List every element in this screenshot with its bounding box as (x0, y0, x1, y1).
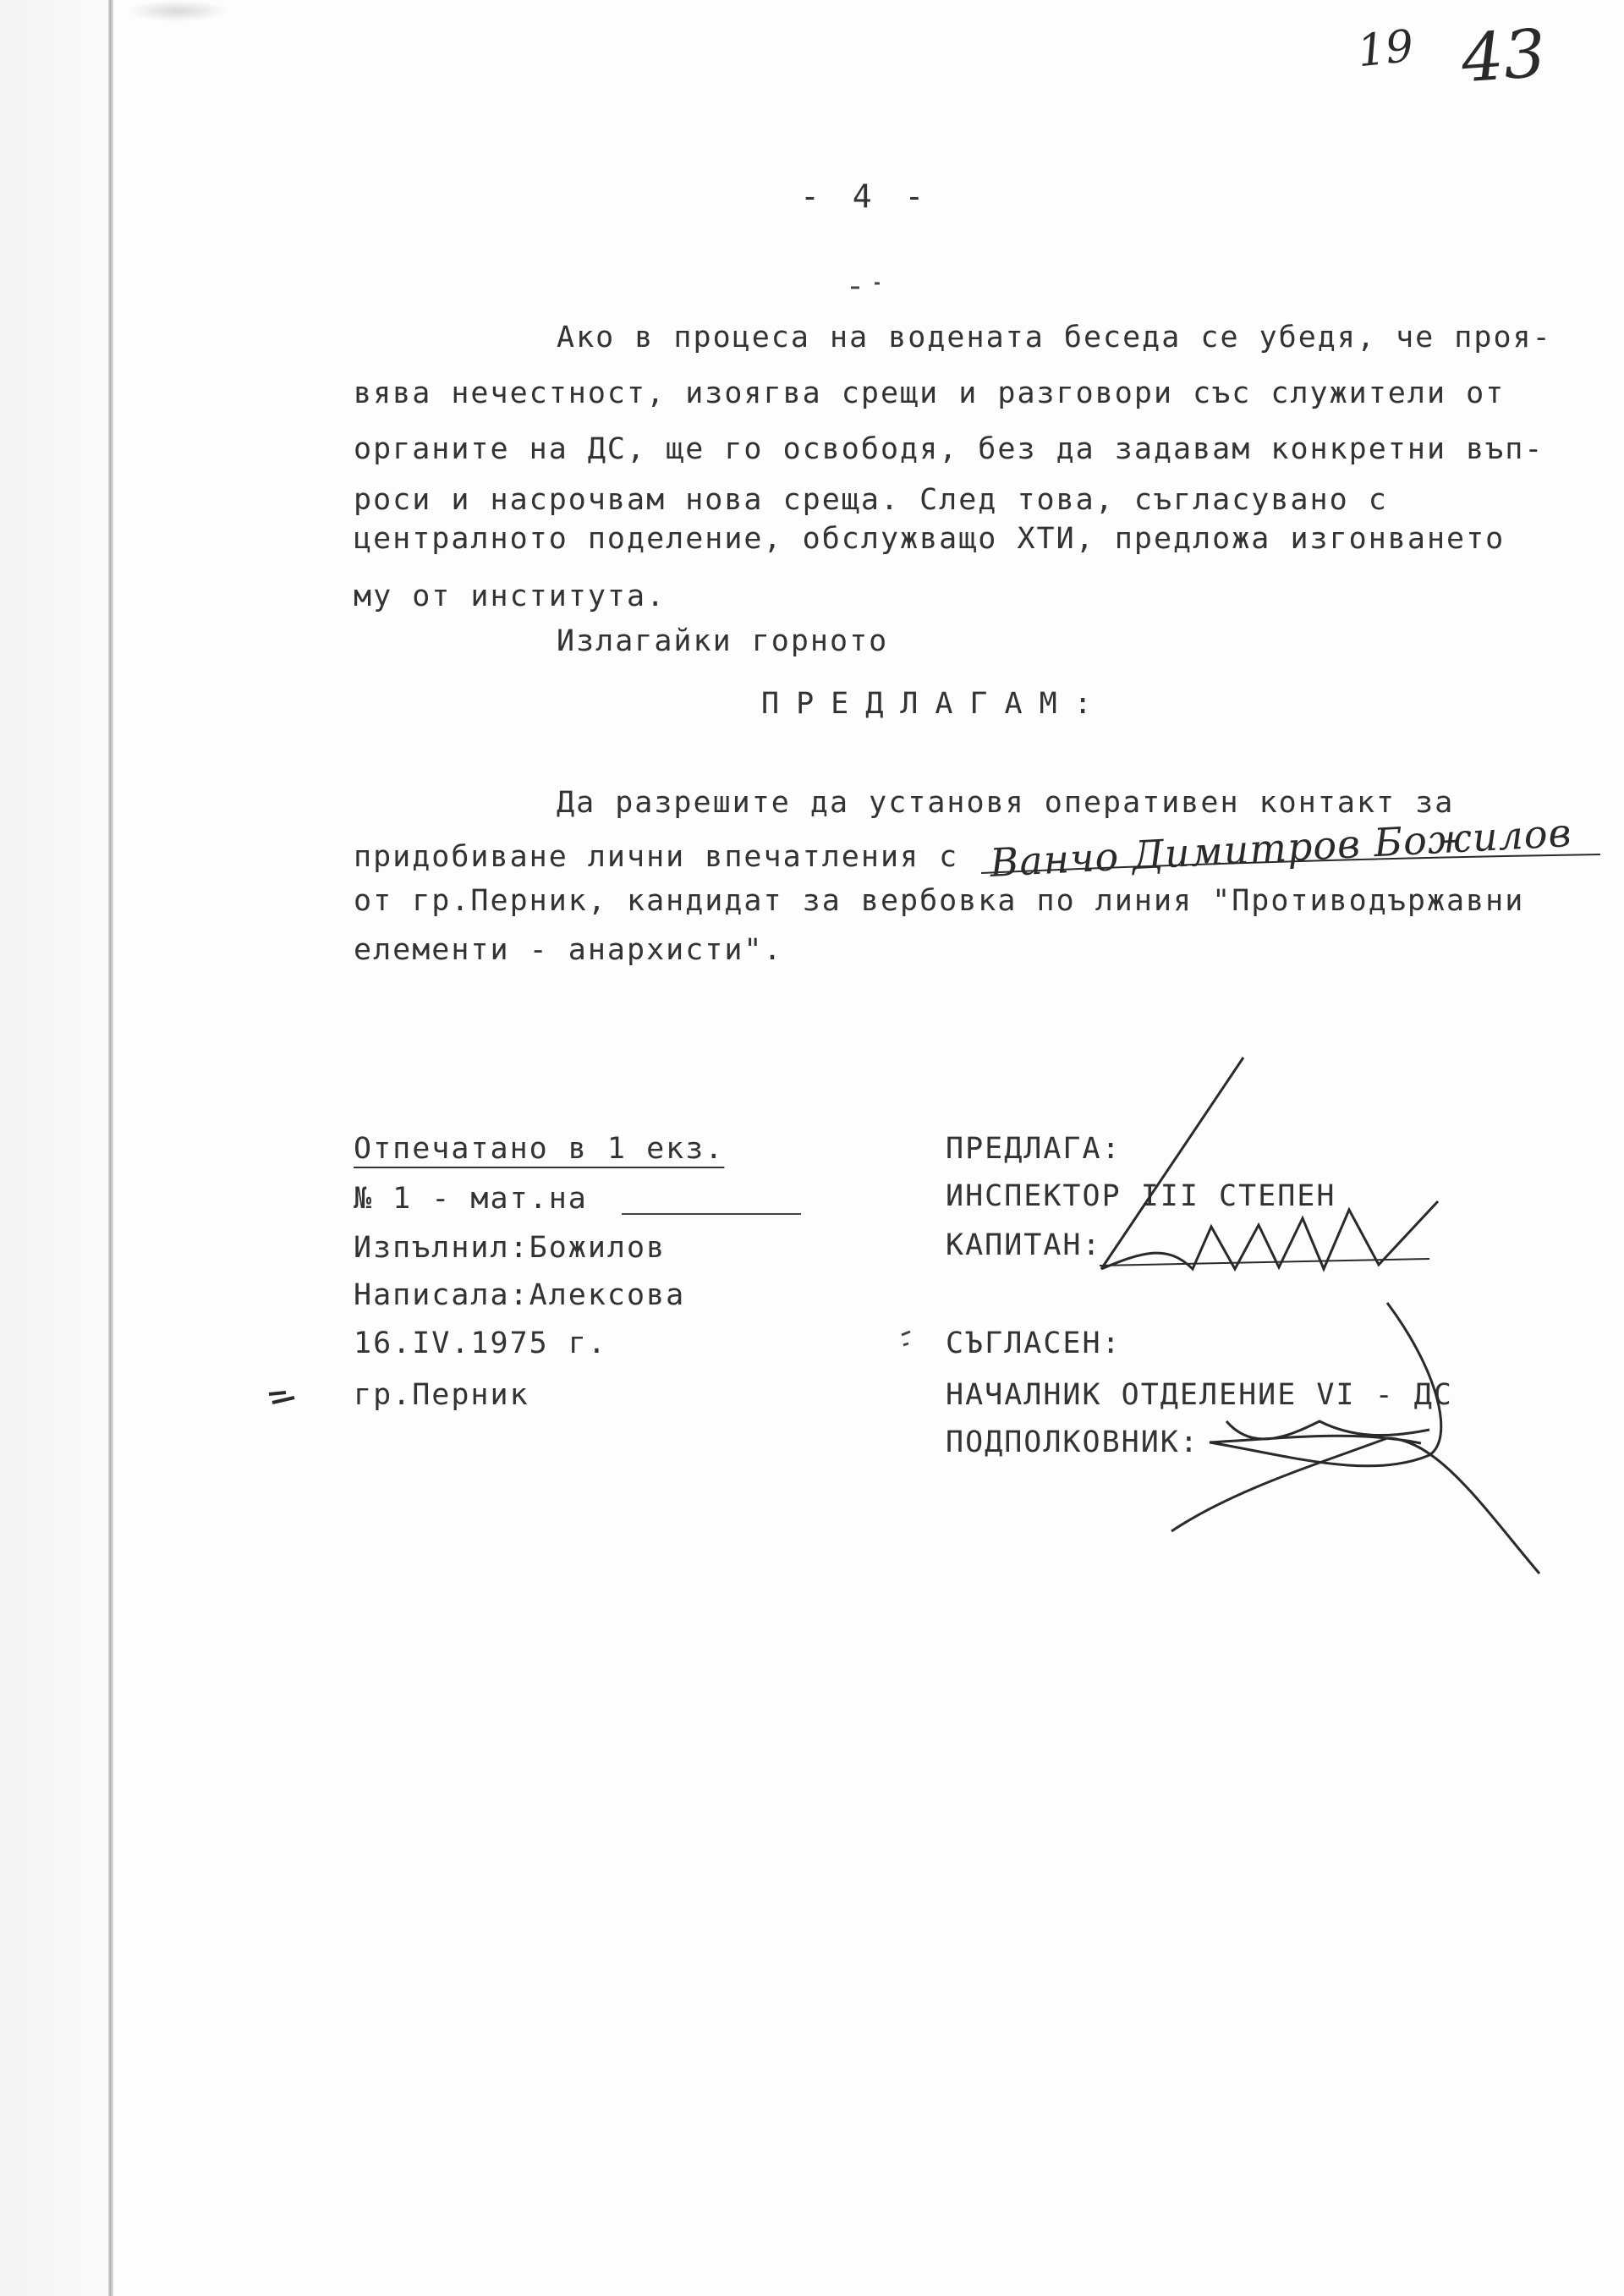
paragraph-2-line-3: от гр.Перник, кандидат за вербовка по линия "Противодържавни (354, 884, 1525, 918)
captain-signature-base (1100, 1259, 1429, 1266)
copy-blank (622, 1213, 801, 1215)
paragraph-2-line-2: придобиване лични впечатления с (354, 840, 959, 874)
paragraph-1-line-4: роси и насрочвам нова среща. След това, съгласувано с (354, 483, 1388, 517)
handwritten-candidate-name: Ванчо Димитров Божилов (989, 810, 1573, 886)
lead-in: Излагайки горното (557, 624, 889, 658)
paragraph-1-line-3: органите на ДС, ще го освободя, без да задавам конкретни въп- (354, 432, 1544, 466)
paragraph-2-line-1: Да разрешите да установя оперативен контакт за (557, 786, 1455, 820)
paragraph-2-line-4: елементи - анархисти". (354, 933, 783, 967)
department-head-label: НАЧАЛНИК ОТДЕЛЕНИЕ VI - ДС (946, 1378, 1453, 1412)
city: гр.Перник (354, 1378, 529, 1412)
agreed-label: СЪГЛАСЕН: (946, 1327, 1122, 1360)
paragraph-1-line-6: му от института. (354, 579, 667, 613)
paragraph-1-line-2: вява нечестност, изоягва срещи и разговори със служители от (354, 376, 1506, 410)
scan-scuff (127, 0, 228, 22)
dash-mark (902, 1332, 910, 1345)
document-date: 16.IV.1975 г. (354, 1327, 607, 1360)
paragraph-1-line-1: Ако в процеса на водената беседа се убедя, че проя- (557, 321, 1552, 354)
captain-label: КАПИТАН: (946, 1228, 1102, 1262)
executed-by: Изпълнил:Божилов (354, 1231, 667, 1265)
paper-edge (108, 0, 113, 2296)
tick-mark (851, 283, 880, 288)
lt-colonel-label: ПОДПОЛКОВНИК: (946, 1425, 1199, 1459)
printed-copies: Отпечатано в 1 екз. (354, 1132, 725, 1166)
page-number: - 4 - (800, 178, 931, 215)
copy-line: № 1 - мат.на (354, 1182, 588, 1216)
margin-mark (269, 1392, 294, 1403)
lt-colonel-signature (1171, 1303, 1539, 1574)
typed-by: Написала:Алексова (354, 1278, 686, 1312)
scan-margin (0, 0, 108, 2296)
paragraph-1-line-5: централното поделение, обслужващо ХТИ, предложа изгонването (354, 522, 1506, 556)
inspector-label: ИНСПЕКТОР III СТЕПЕН (946, 1179, 1336, 1213)
archive-number-right: 43 (1458, 15, 1549, 98)
proposes-label: ПРЕДЛАГА: (946, 1132, 1122, 1166)
proposal-heading: ПРЕДЛАГАМ: (761, 687, 1109, 721)
captain-signature (1101, 1057, 1438, 1269)
archive-number-left: 19 (1355, 20, 1417, 78)
